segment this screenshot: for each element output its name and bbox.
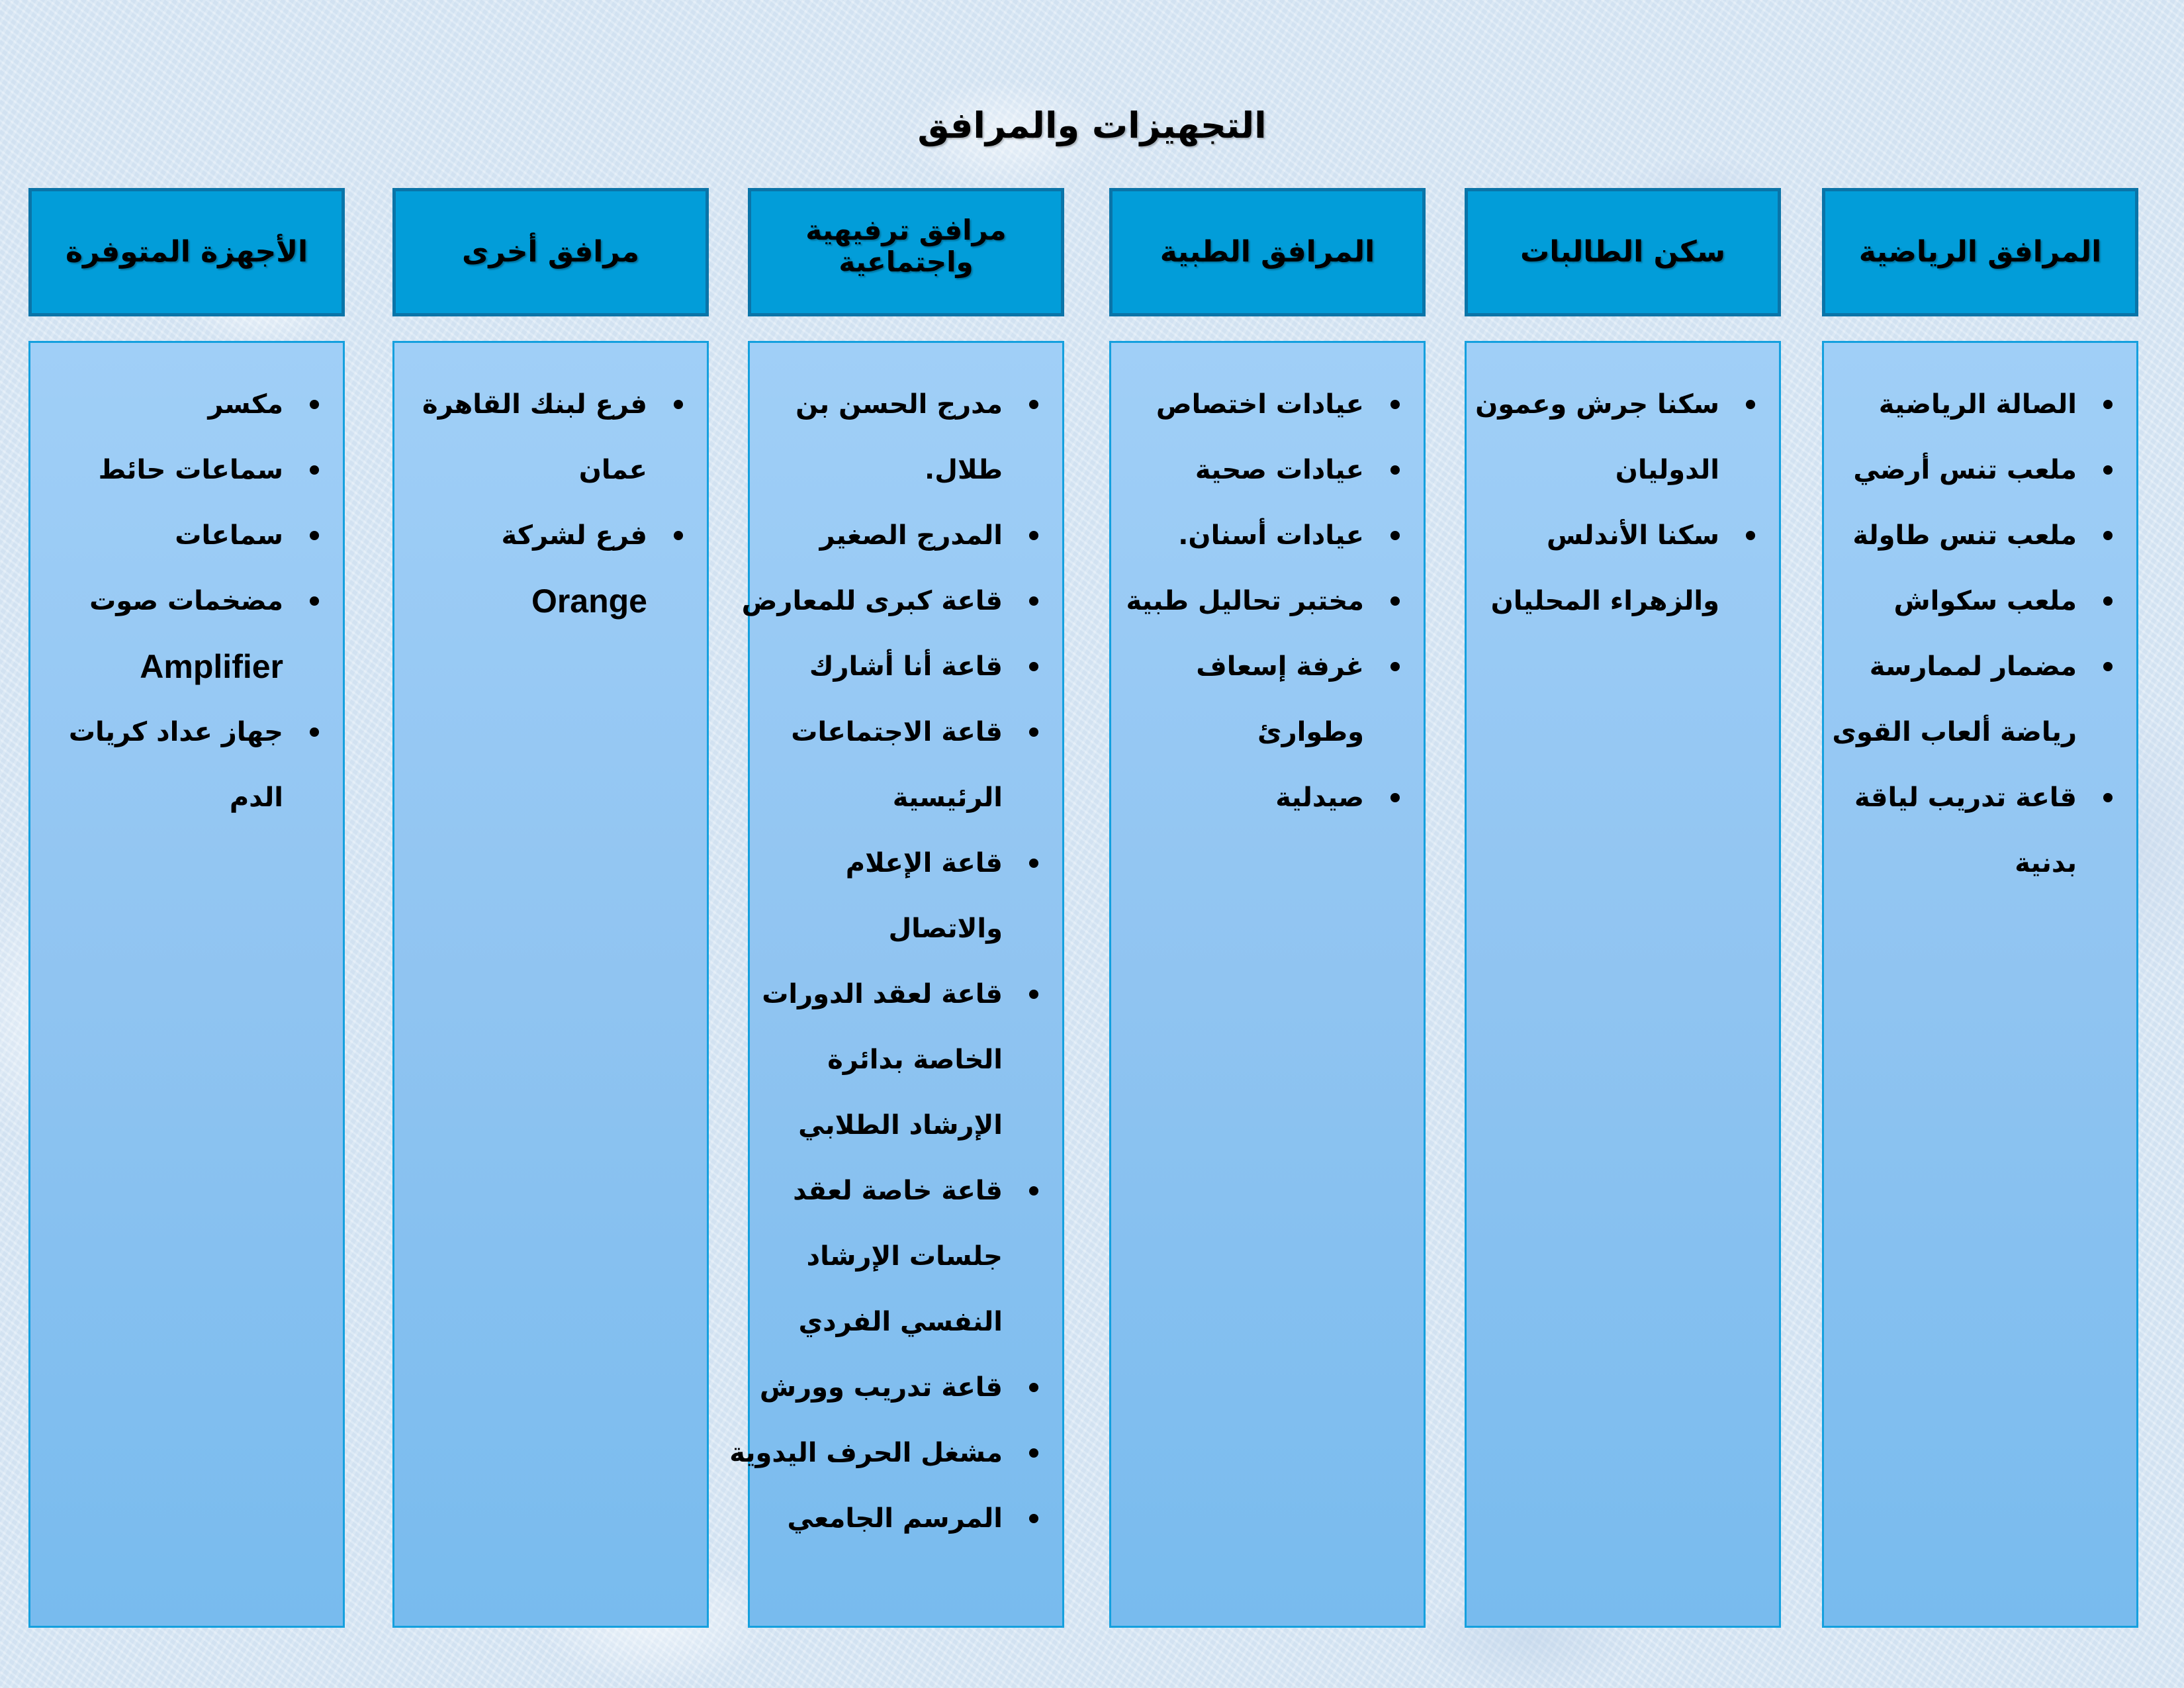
list-item: جهاز عداد كريات الدم [44,700,323,831]
bullet-icon [1029,400,1038,409]
bullet-icon [1029,859,1038,868]
bullet-icon [1746,531,1755,540]
content-box-housing [1465,341,1781,1628]
bullet-icon [2103,793,2113,802]
list-item: مشغل الحرف اليدوية [763,1421,1042,1486]
column-student-housing [1465,188,1781,616]
bullet-list-housing [1475,372,1759,634]
bullet-icon [1029,596,1038,606]
list-item: سماعات [44,503,323,569]
bullet-icon [1029,1383,1038,1392]
list-item: عيادات صحية [1124,438,1404,503]
bullet-icon [674,400,683,409]
bullet-icon [310,596,319,606]
bullet-icon [1029,727,1038,737]
bullet-icon [310,531,319,540]
list-item: عيادات أسنان. [1124,503,1404,569]
column-recreational-social [729,188,1064,1534]
list-item: مختبر تحاليل طبية [1124,569,1404,634]
content-box-other [392,341,709,1628]
list-item: المرسم الجامعي [763,1486,1042,1552]
column-header-other: مرافق أخرى [392,188,709,316]
bullet-icon [1029,990,1038,999]
bullet-list-equipment [44,372,323,831]
bullet-icon [1029,1448,1038,1458]
list-item: سكنا جرش وعمون الدوليان [1480,372,1759,503]
column-available-equipment [28,188,345,813]
column-header-medical: المرافق الطبية [1109,188,1426,316]
list-item: فرع لبنك القاهرة عمان [408,372,687,503]
list-item: قاعة خاصة لعقد جلسات الإرشاد النفسي الفردي [763,1158,1042,1355]
page-title: التجهيزات والمرافق [917,105,1267,146]
list-item: مدرج الحسن بن طلال. [763,372,1042,503]
list-item: غرفة إسعاف وطوارئ [1124,634,1404,765]
column-header-sports: المرافق الرياضية [1822,188,2138,316]
list-item: صيدلية [1124,765,1404,831]
list-item: قاعة كبرى للمعارض [763,569,1042,634]
list-item: المدرج الصغير [763,503,1042,569]
bullet-icon [1390,531,1400,540]
list-item: سماعات حائط [44,438,323,503]
list-item: ملعب تنس طاولة [1837,503,2116,569]
list-item: مضمار لممارسة رياضة ألعاب القوى [1837,634,2116,765]
list-item: الصالة الرياضية [1837,372,2116,438]
bullet-icon [310,400,319,409]
list-item: قاعة تدريب وورش [763,1355,1042,1421]
bullet-icon [1390,400,1400,409]
column-header-housing: سكن الطالبات [1465,188,1781,316]
bullet-list-sports [1832,372,2116,896]
bullet-icon [2103,596,2113,606]
bullet-icon [2103,531,2113,540]
list-item: فرع لشركة Orange [408,503,687,634]
content-box-recreational [729,341,1064,1628]
bullet-icon [1390,596,1400,606]
bullet-icon [2103,662,2113,671]
bullet-list-recreational [729,372,1042,1552]
bullet-list-medical [1124,372,1404,831]
bullet-icon [1029,662,1038,671]
bullet-icon [310,465,319,475]
content-box-medical [1109,341,1426,1628]
list-item: مضخمات صوت Amplifier [44,569,323,700]
list-item: مكسر [44,372,323,438]
bullet-icon [310,727,319,737]
bullet-icon [1390,465,1400,475]
list-item: قاعة الاجتماعات الرئيسية [763,700,1042,831]
column-sports-facilities [1822,188,2138,878]
bullet-icon [1029,531,1038,540]
bullet-icon [1029,1186,1038,1196]
list-item: سكنا الأندلس والزهراء المحليان [1480,503,1759,634]
list-item: قاعة تدريب لياقة بدنية [1837,765,2116,896]
column-other-facilities [392,188,709,620]
column-header-recreational: مرافق ترفيهية واجتماعية [748,188,1064,316]
column-header-equipment: الأجهزة المتوفرة [28,188,345,316]
bullet-icon [1029,1514,1038,1523]
content-box-sports [1822,341,2138,1628]
bullet-icon [1746,400,1755,409]
list-item: قاعة أنا أشارك [763,634,1042,700]
list-item: ملعب سكواش [1837,569,2116,634]
bullet-icon [2103,400,2113,409]
bullet-list-other [408,372,687,634]
list-item: ملعب تنس أرضي [1837,438,2116,503]
bullet-icon [674,531,683,540]
content-box-equipment [28,341,345,1628]
list-item: عيادات اختصاص [1124,372,1404,438]
bullet-icon [1390,793,1400,802]
column-medical-facilities [1109,188,1426,813]
list-item: قاعة لعقد الدورات الخاصة بدائرة الإرشاد الطلابي [763,962,1042,1158]
list-item: قاعة الإعلام والاتصال [763,831,1042,962]
bullet-icon [1390,662,1400,671]
bullet-icon [2103,465,2113,475]
